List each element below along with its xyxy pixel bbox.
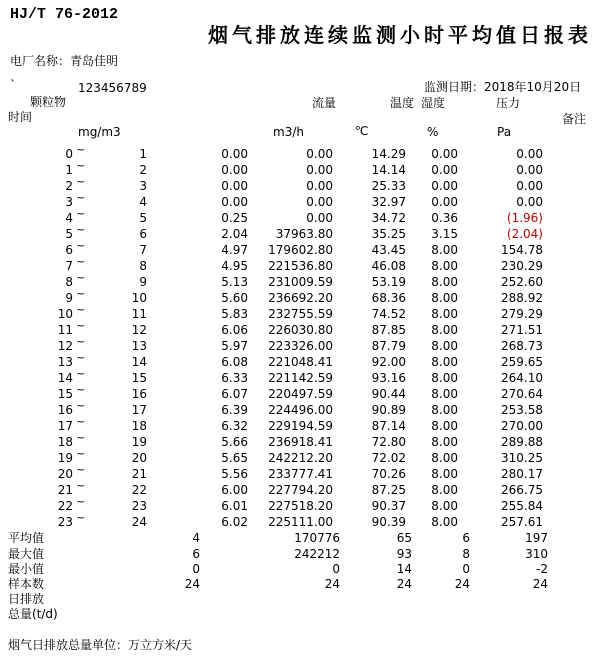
hour-end: 14	[131, 355, 147, 369]
humidity-value: 8.00	[431, 403, 458, 417]
pm-value: 0.00	[221, 179, 248, 193]
flow-value: 242212.20	[268, 451, 333, 465]
table-row	[0, 239, 602, 258]
hour-end: 7	[139, 243, 147, 257]
pm-value: 2.04	[221, 227, 248, 241]
flow-value: 0.00	[306, 195, 333, 209]
pressure-value: 0.00	[516, 163, 543, 177]
table-row	[0, 159, 602, 178]
hour-end: 11	[131, 307, 147, 321]
pressure-value: 154.78	[501, 243, 543, 257]
temp-value: 90.44	[371, 387, 406, 401]
summary-humidity-value: 8	[462, 547, 470, 561]
tilde-separator: ~	[76, 255, 86, 268]
unit-pm: mg/m3	[78, 125, 121, 139]
humidity-value: 8.00	[431, 483, 458, 497]
summary-label: 样本数	[8, 577, 45, 591]
hour-end: 19	[131, 435, 147, 449]
table-row	[0, 207, 602, 226]
hour-end: 6	[139, 227, 147, 241]
table-row	[0, 431, 602, 450]
tilde-separator: ~	[76, 495, 86, 508]
temp-value: 72.80	[371, 435, 406, 449]
temp-value: 53.19	[371, 275, 406, 289]
hour-start: 11	[57, 323, 73, 337]
temp-value: 74.52	[371, 307, 406, 321]
flow-value: 221536.80	[268, 259, 333, 273]
pm-value: 5.56	[221, 467, 248, 481]
humidity-value: 8.00	[431, 515, 458, 529]
pm-value: 6.06	[221, 323, 248, 337]
unit-pressure: Pa	[497, 125, 512, 139]
flow-value: 0.00	[306, 163, 333, 177]
summary-row	[0, 591, 602, 607]
temp-value: 25.33	[371, 179, 406, 193]
table-row	[0, 255, 602, 274]
table-row	[0, 223, 602, 242]
hour-start: 8	[65, 275, 73, 289]
tilde-separator: ~	[76, 463, 86, 476]
tilde-separator: ~	[76, 511, 86, 524]
pressure-value: 288.92	[501, 291, 543, 305]
summary-pm-value: 0	[192, 562, 200, 576]
page-title: 烟气排放连续监测小时平均值日报表	[208, 23, 592, 47]
hour-end: 1	[139, 147, 147, 161]
hour-start: 3	[65, 195, 73, 209]
pm-value: 4.95	[221, 259, 248, 273]
tilde-separator: ~	[76, 143, 86, 156]
pressure-value: 0.00	[516, 179, 543, 193]
hour-start: 6	[65, 243, 73, 257]
hour-end: 9	[139, 275, 147, 289]
table-row	[0, 511, 602, 530]
flow-value: 0.00	[306, 179, 333, 193]
tilde-separator: ~	[76, 447, 86, 460]
summary-pressure-value: -2	[536, 562, 548, 576]
temp-value: 14.29	[371, 147, 406, 161]
table-row	[0, 143, 602, 162]
hour-start: 13	[57, 355, 73, 369]
humidity-value: 8.00	[431, 307, 458, 321]
temp-value: 92.00	[371, 355, 406, 369]
pressure-value: 0.00	[516, 195, 543, 209]
hour-start: 15	[57, 387, 73, 401]
temp-value: 72.02	[371, 451, 406, 465]
hour-start: 4	[65, 211, 73, 225]
pressure-value: 255.84	[501, 499, 543, 513]
standard-code: HJ/T 76-2012	[10, 6, 119, 23]
hour-start: 2	[65, 179, 73, 193]
pressure-value: (2.04)	[506, 227, 543, 241]
pm-value: 6.33	[221, 371, 248, 385]
summary-pressure-value: 310	[525, 547, 548, 561]
summary-flow-value: 0	[332, 562, 340, 576]
tilde-separator: ~	[76, 175, 86, 188]
summary-label: 总量(t/d)	[8, 607, 58, 621]
hour-end: 3	[139, 179, 147, 193]
summary-flow-value: 170776	[294, 531, 340, 545]
temp-value: 87.85	[371, 323, 406, 337]
pressure-value: 253.58	[501, 403, 543, 417]
pm-value: 6.39	[221, 403, 248, 417]
summary-pm-value: 24	[184, 577, 200, 591]
humidity-value: 8.00	[431, 435, 458, 449]
humidity-value: 0.00	[431, 163, 458, 177]
pm-value: 5.83	[221, 307, 248, 321]
temp-value: 46.08	[371, 259, 406, 273]
hour-start: 5	[65, 227, 73, 241]
pressure-value: 0.00	[516, 147, 543, 161]
flow-value: 0.00	[306, 211, 333, 225]
humidity-value: 8.00	[431, 371, 458, 385]
tilde-separator: ~	[76, 399, 86, 412]
tilde-separator: ~	[76, 191, 86, 204]
summary-humidity-value: 0	[462, 562, 470, 576]
tilde-separator: ~	[76, 383, 86, 396]
flow-value: 229194.59	[268, 419, 333, 433]
table-row	[0, 383, 602, 402]
pressure-value: 264.10	[501, 371, 543, 385]
summary-temp-value: 93	[396, 547, 412, 561]
table-row	[0, 367, 602, 386]
pressure-value: (1.96)	[506, 211, 543, 225]
temp-value: 90.37	[371, 499, 406, 513]
column-header-remark: 备注	[562, 112, 587, 126]
flow-value: 225111.00	[268, 515, 333, 529]
hour-end: 21	[131, 467, 147, 481]
humidity-value: 8.00	[431, 499, 458, 513]
humidity-value: 8.00	[431, 339, 458, 353]
pm-value: 0.25	[221, 211, 248, 225]
flow-value: 232755.59	[268, 307, 333, 321]
hour-start: 17	[57, 419, 73, 433]
flow-value: 0.00	[306, 147, 333, 161]
temp-value: 87.25	[371, 483, 406, 497]
pressure-value: 259.65	[501, 355, 543, 369]
unit-flow: m3/h	[273, 125, 304, 139]
temp-value: 93.16	[371, 371, 406, 385]
hour-end: 13	[131, 339, 147, 353]
summary-row	[0, 530, 602, 546]
column-header-flow: 流量	[312, 96, 337, 110]
unit-humidity: %	[427, 125, 439, 139]
temp-value: 70.26	[371, 467, 406, 481]
humidity-value: 8.00	[431, 355, 458, 369]
pressure-value: 289.88	[501, 435, 543, 449]
tilde-separator: ~	[76, 239, 86, 252]
plant-name-label: 电厂名称：青岛佳明	[10, 54, 119, 68]
pressure-value: 270.00	[501, 419, 543, 433]
column-header-pressure: 压力	[496, 96, 521, 110]
temp-value: 90.39	[371, 515, 406, 529]
hour-start: 7	[65, 259, 73, 273]
summary-row	[0, 546, 602, 562]
humidity-value: 0.00	[431, 147, 458, 161]
summary-label: 最大值	[8, 547, 45, 561]
tick-mark: `	[10, 78, 16, 92]
pressure-value: 280.17	[501, 467, 543, 481]
humidity-value: 8.00	[431, 323, 458, 337]
hour-start: 18	[57, 435, 73, 449]
hour-end: 2	[139, 163, 147, 177]
tilde-separator: ~	[76, 271, 86, 284]
summary-row	[0, 561, 602, 577]
summary-pressure-value: 24	[532, 577, 548, 591]
humidity-value: 8.00	[431, 467, 458, 481]
humidity-value: 3.15	[431, 227, 458, 241]
pressure-value: 257.61	[501, 515, 543, 529]
flow-value: 224496.00	[268, 403, 333, 417]
flow-value: 226030.80	[268, 323, 333, 337]
humidity-value: 8.00	[431, 291, 458, 305]
flow-value: 233777.41	[268, 467, 333, 481]
humidity-value: 8.00	[431, 419, 458, 433]
flow-value: 227518.20	[268, 499, 333, 513]
pm-value: 6.01	[221, 499, 248, 513]
summary-label: 平均值	[8, 531, 45, 545]
pressure-value: 252.60	[501, 275, 543, 289]
tilde-separator: ~	[76, 335, 86, 348]
hour-end: 15	[131, 371, 147, 385]
pm-value: 6.08	[221, 355, 248, 369]
table-row	[0, 447, 602, 466]
summary-temp-value: 14	[396, 562, 412, 576]
table-row	[0, 191, 602, 210]
flow-value: 179602.80	[268, 243, 333, 257]
pm-value: 6.07	[221, 387, 248, 401]
table-row	[0, 335, 602, 354]
pm-value: 5.65	[221, 451, 248, 465]
table-row	[0, 463, 602, 482]
summary-label: 最小值	[8, 562, 45, 576]
temp-value: 87.14	[371, 419, 406, 433]
flow-value: 236692.20	[268, 291, 333, 305]
humidity-value: 8.00	[431, 387, 458, 401]
hour-end: 10	[131, 291, 147, 305]
tilde-separator: ~	[76, 207, 86, 220]
hour-end: 23	[131, 499, 147, 513]
table-row	[0, 479, 602, 498]
humidity-value: 0.36	[431, 211, 458, 225]
temp-value: 43.45	[371, 243, 406, 257]
hour-start: 16	[57, 403, 73, 417]
humidity-value: 0.00	[431, 179, 458, 193]
hour-start: 1	[65, 163, 73, 177]
hour-end: 24	[131, 515, 147, 529]
pm-value: 0.00	[221, 163, 248, 177]
tilde-separator: ~	[76, 479, 86, 492]
hour-start: 20	[57, 467, 73, 481]
humidity-value: 8.00	[431, 259, 458, 273]
column-header-time: 时间	[8, 110, 33, 124]
hour-start: 14	[57, 371, 73, 385]
tilde-separator: ~	[76, 431, 86, 444]
table-row	[0, 351, 602, 370]
pressure-value: 230.29	[501, 259, 543, 273]
pressure-value: 271.51	[501, 323, 543, 337]
table-row	[0, 495, 602, 514]
serial-number: 123456789	[78, 81, 147, 95]
table-row	[0, 175, 602, 194]
temp-value: 32.97	[371, 195, 406, 209]
temp-value: 34.72	[371, 211, 406, 225]
pm-value: 0.00	[221, 195, 248, 209]
summary-pm-value: 6	[192, 547, 200, 561]
table-row	[0, 287, 602, 306]
monitor-date-label: 监测日期：2018年10月20日	[424, 80, 582, 94]
hour-end: 18	[131, 419, 147, 433]
hour-end: 8	[139, 259, 147, 273]
table-row	[0, 303, 602, 322]
flow-value: 221048.41	[268, 355, 333, 369]
footer-unit-note: 烟气日排放总量单位：万立方米/天	[8, 638, 193, 652]
table-row	[0, 415, 602, 434]
hour-end: 5	[139, 211, 147, 225]
temp-value: 35.25	[371, 227, 406, 241]
table-row	[0, 271, 602, 290]
tilde-separator: ~	[76, 287, 86, 300]
tilde-separator: ~	[76, 415, 86, 428]
hour-end: 22	[131, 483, 147, 497]
flow-value: 223326.00	[268, 339, 333, 353]
flow-value: 231009.59	[268, 275, 333, 289]
flow-value: 220497.59	[268, 387, 333, 401]
summary-flow-value: 242212	[294, 547, 340, 561]
pressure-value: 270.64	[501, 387, 543, 401]
column-header-pm: 颗粒物	[30, 95, 67, 109]
hour-start: 10	[57, 307, 73, 321]
hour-end: 12	[131, 323, 147, 337]
summary-row	[0, 576, 602, 592]
hour-end: 4	[139, 195, 147, 209]
hour-start: 23	[57, 515, 73, 529]
summary-pm-value: 4	[192, 531, 200, 545]
summary-temp-value: 24	[396, 577, 412, 591]
flow-value: 37963.80	[275, 227, 333, 241]
hour-start: 12	[57, 339, 73, 353]
tilde-separator: ~	[76, 351, 86, 364]
unit-temp: ℃	[355, 124, 369, 138]
summary-humidity-value: 24	[454, 577, 470, 591]
humidity-value: 0.00	[431, 195, 458, 209]
temp-value: 68.36	[371, 291, 406, 305]
pm-value: 6.02	[221, 515, 248, 529]
pm-value: 5.97	[221, 339, 248, 353]
tilde-separator: ~	[76, 367, 86, 380]
hour-start: 9	[65, 291, 73, 305]
hour-start: 21	[57, 483, 73, 497]
summary-label: 日排放	[8, 592, 45, 606]
pm-value: 5.13	[221, 275, 248, 289]
table-row	[0, 319, 602, 338]
hour-end: 17	[131, 403, 147, 417]
column-header-temp: 温度	[390, 96, 415, 110]
tilde-separator: ~	[76, 159, 86, 172]
pressure-value: 310.25	[501, 451, 543, 465]
flow-value: 227794.20	[268, 483, 333, 497]
hour-start: 22	[57, 499, 73, 513]
temp-value: 87.79	[371, 339, 406, 353]
pressure-value: 268.73	[501, 339, 543, 353]
table-row	[0, 399, 602, 418]
pm-value: 5.66	[221, 435, 248, 449]
pm-value: 5.60	[221, 291, 248, 305]
temp-value: 14.14	[371, 163, 406, 177]
humidity-value: 8.00	[431, 451, 458, 465]
summary-temp-value: 65	[396, 531, 412, 545]
pm-value: 6.32	[221, 419, 248, 433]
summary-flow-value: 24	[324, 577, 340, 591]
summary-humidity-value: 6	[462, 531, 470, 545]
temp-value: 90.89	[371, 403, 406, 417]
hour-end: 20	[131, 451, 147, 465]
column-header-humidity: 湿度	[421, 96, 446, 110]
tilde-separator: ~	[76, 319, 86, 332]
summary-pressure-value: 197	[525, 531, 548, 545]
tilde-separator: ~	[76, 303, 86, 316]
flow-value: 221142.59	[268, 371, 333, 385]
summary-row	[0, 606, 602, 622]
pressure-value: 279.29	[501, 307, 543, 321]
tilde-separator: ~	[76, 223, 86, 236]
pm-value: 0.00	[221, 147, 248, 161]
pm-value: 4.97	[221, 243, 248, 257]
hour-start: 19	[57, 451, 73, 465]
humidity-value: 8.00	[431, 243, 458, 257]
flow-value: 236918.41	[268, 435, 333, 449]
pressure-value: 266.75	[501, 483, 543, 497]
hour-end: 16	[131, 387, 147, 401]
hour-start: 0	[65, 147, 73, 161]
humidity-value: 8.00	[431, 275, 458, 289]
pm-value: 6.00	[221, 483, 248, 497]
